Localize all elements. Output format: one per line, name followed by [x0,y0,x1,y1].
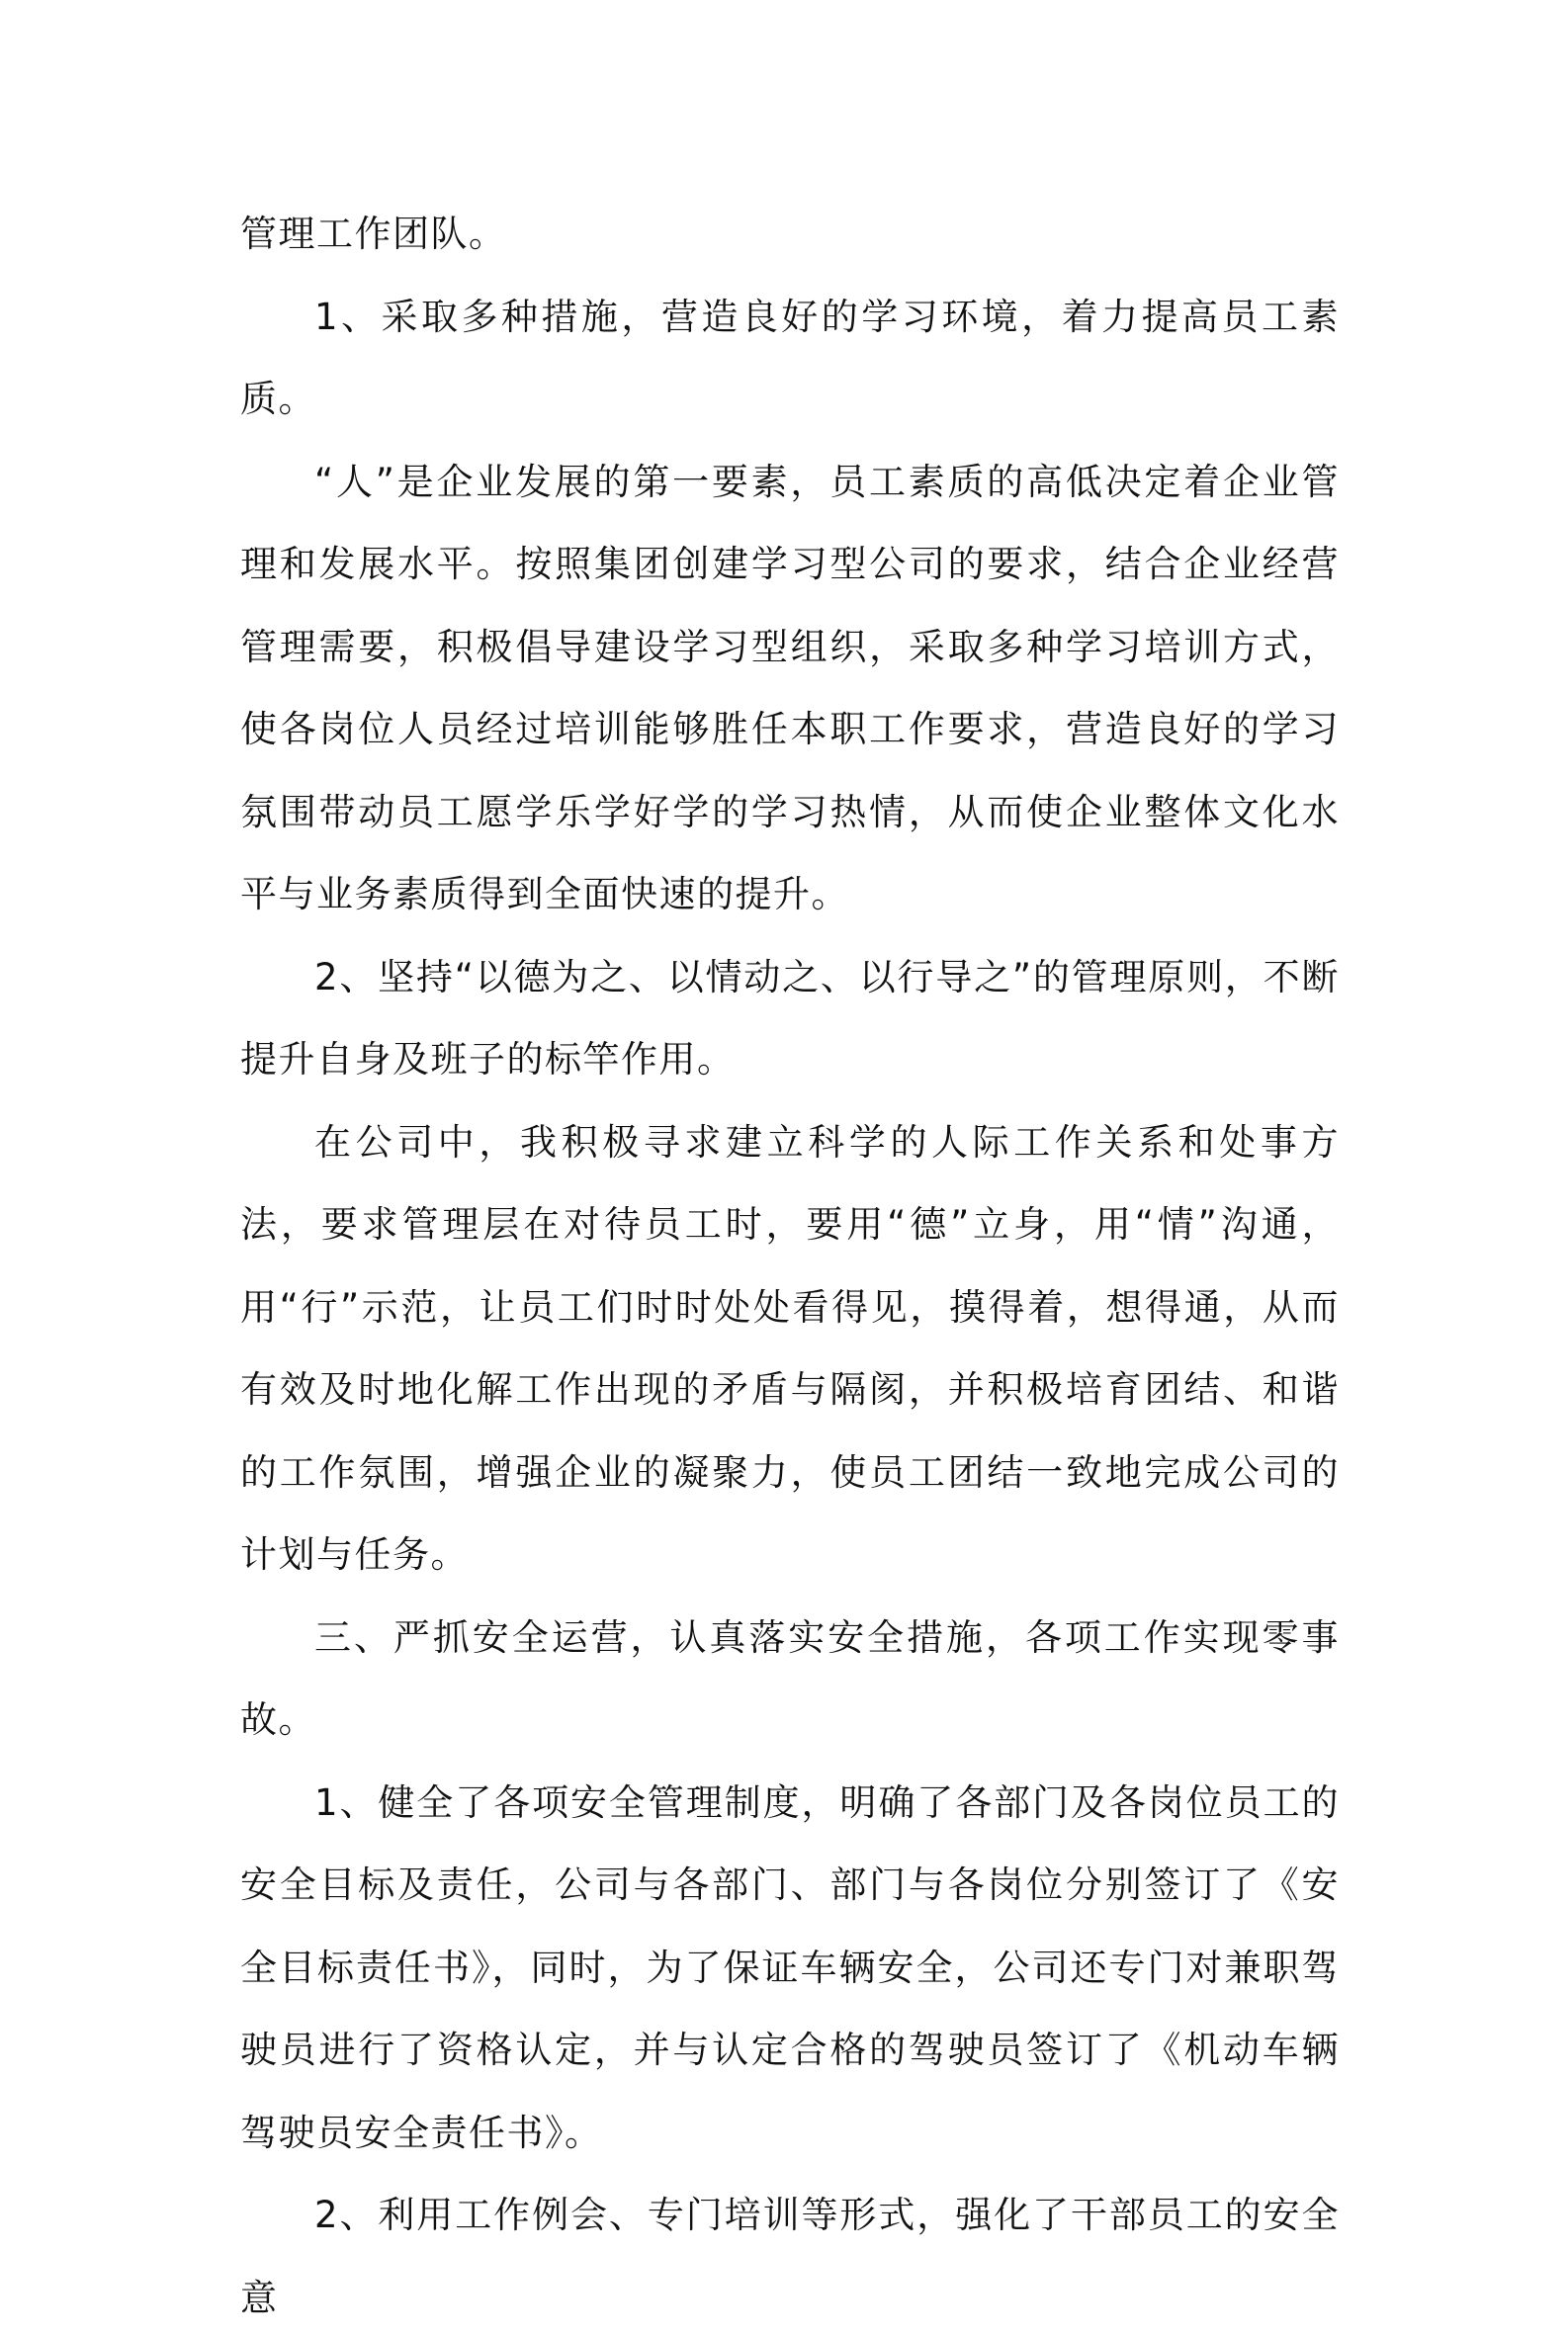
paragraph-management-relations: 在公司中，我积极寻求建立科学的人际工作关系和处事方法，要求管理层在对待员工时，要用“德”立身，用“情”沟通，用“行”示范，让员工们时时处处看得见，摸得着，想得通，从而有效及时地化解工作出现的矛盾与隔阂，并积极培育团结、和谐的工作氛围，增强企业的凝聚力，使员工团结一致地完成公司的计划与任务。 [240,1120,1340,1576]
paragraph-safety-system: 1、健全了各项安全管理制度，明确了各部门及各岗位员工的安全目标及责任，公司与各部门、部门与各岗位分别签订了《安全目标责任书》，同时，为了保证车辆安全，公司还专门对兼职驾驶员进行了资格认定，并与认定合格的驾驶员签订了《机动车辆驾驶员安全责任书》。 [240,1780,1340,2154]
paragraph-item-1-heading: 1、采取多种措施，营造良好的学习环境，着力提高员工素质。 [240,295,1340,420]
paragraph-continuation: 管理工作团队。 [240,213,507,255]
paragraph-safety-training: 2、利用工作例会、专门培训等形式，强化了干部员工的安全意 [240,2194,1340,2319]
paragraph-staff-quality: “人”是企业发展的第一要素，员工素质的高低决定着企业管理和发展水平。按照集团创建学习型公司的要求，结合企业经营管理需要，积极倡导建设学习型组织，采取多种学习培训方式，使各岗位人员经过培训能够胜任本职工作要求，营造良好的学习氛围带动员工愿学乐学好学的学习热情，从而使企业整体文化水平与业务素质得到全面快速的提升。 [240,460,1340,915]
body-text [240,193,1340,2339]
paragraph-section-3-heading: 三、严抓安全运营，认真落实安全措施，各项工作实现零事故。 [240,1615,1340,1741]
paragraph-item-2-heading: 2、坚持“以德为之、以情动之、以行导之”的管理原则，不断提升自身及班子的标竿作用。 [240,955,1340,1081]
